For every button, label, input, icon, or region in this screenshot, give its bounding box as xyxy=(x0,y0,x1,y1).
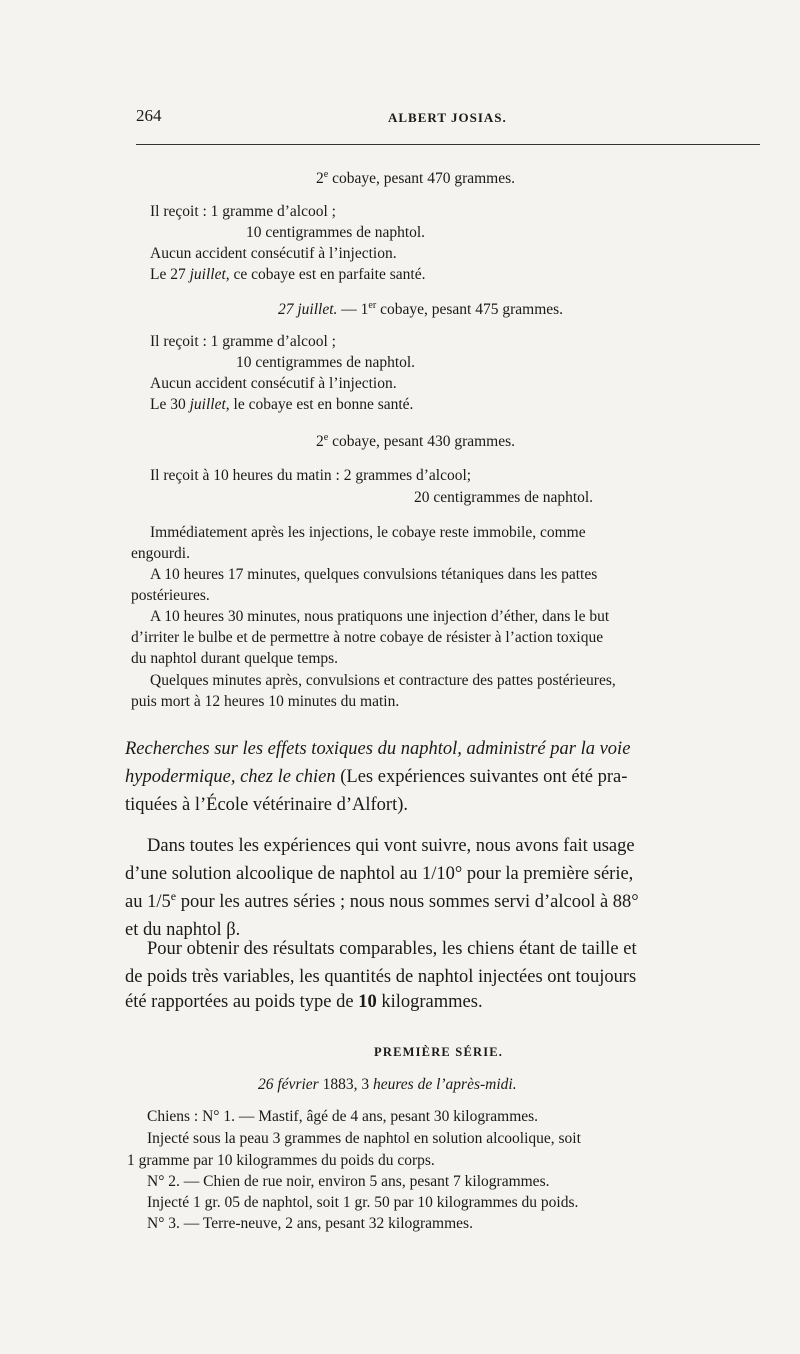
page-header xyxy=(136,106,760,130)
subhead-c: 2e cobaye, pesant 430 grammes. xyxy=(316,431,516,450)
section-heading: hypodermique, chez le chien (Les expériences suivantes ont été pra- xyxy=(125,767,628,787)
series-date: 26 février 1883, 3 heures de l’après-midi. xyxy=(258,1076,517,1093)
text-line: Aucun accident consécutif à l’injection. xyxy=(150,375,397,392)
text-line: puis mort à 12 heures 10 minutes du matin. xyxy=(131,693,400,710)
text-line: Quelques minutes après, convulsions et contracture des pattes postérieures, xyxy=(150,672,616,689)
text-line: 10 centigrammes de naphtol. xyxy=(246,224,426,241)
body-line: et du naphtol β. xyxy=(125,920,241,940)
section-heading: Recherches sur les effets toxiques du naphtol, administré par la voie xyxy=(125,739,631,759)
running-head: ALBERT JOSIAS. xyxy=(388,110,507,125)
header-rule xyxy=(136,144,760,145)
text-line: Le 27 juillet, ce cobaye est en parfaite santé. xyxy=(150,266,426,283)
text-line: Il reçoit : 1 gramme d’alcool ; xyxy=(150,203,336,220)
text-line: A 10 heures 17 minutes, quelques convulsions tétaniques dans les pattes xyxy=(150,566,598,583)
body-line: été rapportées au poids type de 10 kilogrammes. xyxy=(125,992,483,1012)
text-line: 20 centigrammes de naphtol. xyxy=(414,489,594,506)
case-line: N° 2. — Chien de rue noir, environ 5 ans, pesant 7 kilogrammes. xyxy=(147,1173,550,1190)
text-line: du naphtol durant quelque temps. xyxy=(131,650,339,667)
section-heading: tiquées à l’École vétérinaire d’Alfort). xyxy=(125,795,409,815)
text-line: Aucun accident consécutif à l’injection. xyxy=(150,245,397,262)
text-line: Il reçoit : 1 gramme d’alcool ; xyxy=(150,333,336,350)
page-number: 264 xyxy=(136,106,162,125)
case-line: 1 gramme par 10 kilogrammes du poids du corps. xyxy=(127,1152,435,1169)
case-line: Chiens : N° 1. — Mastif, âgé de 4 ans, pesant 30 kilogrammes. xyxy=(147,1108,539,1125)
subhead-a: 2e cobaye, pesant 470 grammes. xyxy=(316,168,516,187)
text-line: d’irriter le bulbe et de permettre à notre cobaye de résister à l’action toxique xyxy=(131,629,604,646)
case-line: Injecté sous la peau 3 grammes de naphtol en solution alcoolique, soit xyxy=(147,1130,581,1147)
case-line: Injecté 1 gr. 05 de naphtol, soit 1 gr. 50 par 10 kilogrammes du poids. xyxy=(147,1194,579,1211)
body-line: Dans toutes les expériences qui vont suivre, nous avons fait usage xyxy=(147,836,635,856)
text-line: postérieures. xyxy=(131,587,210,604)
body-line: de poids très variables, les quantités de naphtol injectées ont toujours xyxy=(125,967,637,987)
text-line: A 10 heures 30 minutes, nous pratiquons une injection d’éther, dans le but xyxy=(150,608,610,625)
text-line: Le 30 juillet, le cobaye est en bonne santé. xyxy=(150,396,414,413)
subhead-b: 27 juillet. — 1er cobaye, pesant 475 grammes. xyxy=(278,299,564,318)
body-line: au 1/5e pour les autres séries ; nous nous sommes servi d’alcool à 88° xyxy=(125,888,639,912)
text-line: engourdi. xyxy=(131,545,190,562)
text-line: Il reçoit à 10 heures du matin : 2 grammes d’alcool; xyxy=(150,467,472,484)
text-line: Immédiatement après les injections, le cobaye reste immobile, comme xyxy=(150,524,586,541)
series-title: PREMIÈRE SÉRIE. xyxy=(374,1045,504,1059)
case-line: N° 3. — Terre-neuve, 2 ans, pesant 32 kilogrammes. xyxy=(147,1215,473,1232)
text-line: 10 centigrammes de naphtol. xyxy=(236,354,416,371)
body-line: Pour obtenir des résultats comparables, les chiens étant de taille et xyxy=(147,939,637,959)
body-line: d’une solution alcoolique de naphtol au 1/10° pour la première série, xyxy=(125,864,634,884)
